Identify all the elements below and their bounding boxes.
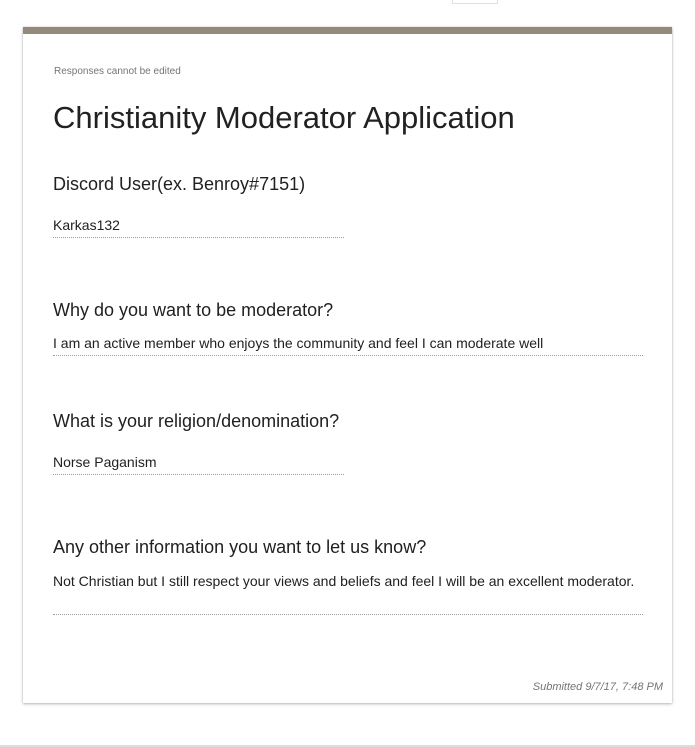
form-response-card xyxy=(23,27,672,703)
form-title: Christianity Moderator Application xyxy=(53,100,515,135)
answer-field-other-info xyxy=(53,571,643,615)
answer-field-religion xyxy=(53,452,344,475)
question-label-discord-user: Discord User(ex. Benroy#7151) xyxy=(53,174,306,194)
edit-notice: Responses cannot be edited xyxy=(54,66,181,77)
answer-field-why-moderator xyxy=(53,333,643,356)
top-tab xyxy=(452,0,498,4)
card-accent-bar xyxy=(23,27,672,34)
answer-field-discord-user xyxy=(53,215,344,238)
question-label-why-moderator: Why do you want to be moderator? xyxy=(53,300,334,320)
submitted-timestamp: Submitted 9/7/17, 7:48 PM xyxy=(532,681,663,693)
question-label-other-info: Any other information you want to let us know? xyxy=(53,537,427,557)
answer-text: I am an active member who enjoys the community and feel I can moderate well xyxy=(53,335,544,351)
answer-text: Not Christian but I still respect your views and beliefs and feel I will be an excellent moderator. xyxy=(53,573,635,589)
answer-text: Karkas132 xyxy=(53,217,120,233)
answer-text: Norse Paganism xyxy=(53,454,157,470)
question-label-religion: What is your religion/denomination? xyxy=(53,411,340,431)
